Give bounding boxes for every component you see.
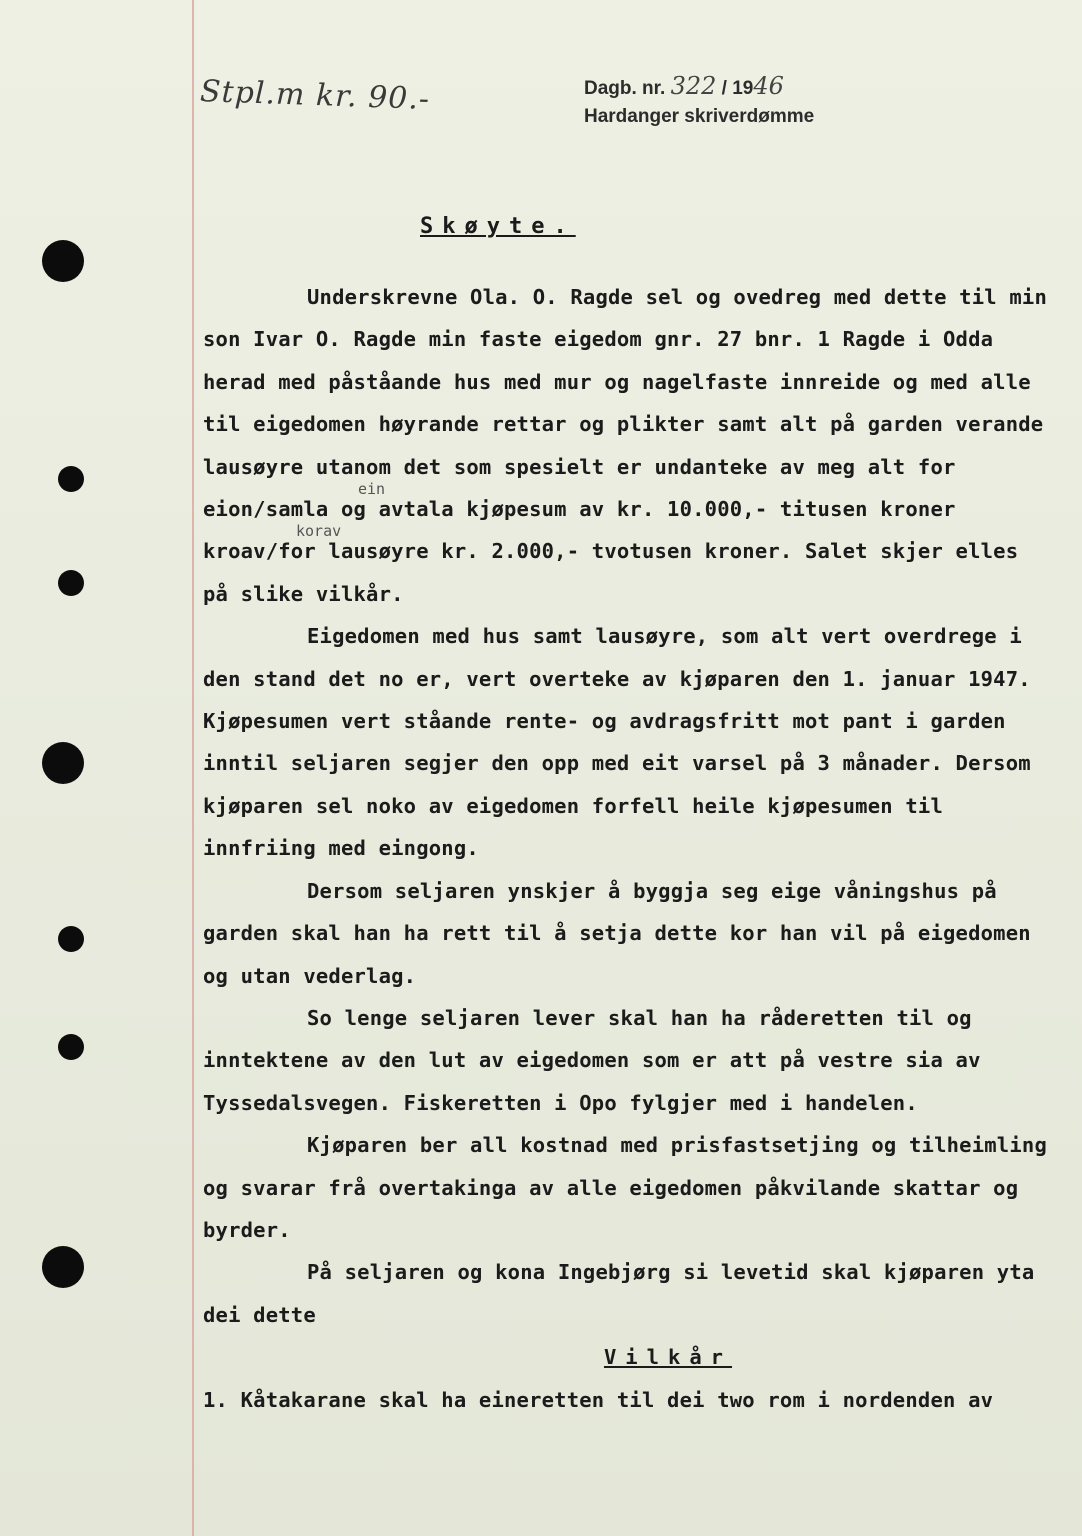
document-title: Skøyte. [420, 214, 576, 239]
registry-office: Hardanger skriverdømme [584, 106, 815, 127]
document-body [203, 276, 1053, 1421]
registry-year: 46 [753, 72, 784, 100]
registry-number-line [584, 72, 814, 103]
stamp-duty-note: Stpl.m kr. 90.- [199, 73, 431, 118]
paragraph-lifetime: På seljaren og kona Ingebjørg si levetid skal kjøparen yta dei dette [203, 1260, 1035, 1327]
paragraph-house-right: Dersom seljaren ynskjer å byggja seg eige våningshus på garden skal han ha rett til å setja dette kor han vil på eigedomen og utan vederlag. [203, 878, 1031, 988]
punch-hole [58, 1034, 84, 1060]
paragraph-takeover: Eigedomen med hus samt lausøyre, som alt vert overdrege i den stand det no er, vert overteke av kjøparen den 1. januar 1947. Kjøpesumen vert ståande rente- og avdragsfritt mot pant i garden inntil seljaren segjer den opp med eit varsel på 3 månader. Dersom kjøparen sel noko av eigedomen forfell heile kjøpesumen til innfriing med eingong. [203, 624, 1031, 861]
registry-stamp [584, 72, 814, 131]
registry-number: 322 [670, 72, 717, 100]
punch-hole [58, 926, 84, 952]
punch-hole [58, 570, 84, 596]
punch-hole [42, 1246, 84, 1288]
conditions-heading: Vilkår [603, 1345, 733, 1370]
paragraph-usufruct: So lenge seljaren lever skal han ha råderetten til og inntektene av den lut av eigedomen som er att på vestre sia av Tyssedalsvegen. Fiskeretten i Opo fylgjer med i handelen. [203, 1005, 981, 1115]
margin-rule [192, 0, 194, 1536]
condition-item: 1. Kåtakarane skal ha eineretten til dei two rom i nordenden av [203, 1387, 994, 1412]
correction-ein: ein [358, 480, 386, 498]
punch-hole [42, 742, 84, 784]
correction-korav: korav [296, 522, 342, 540]
paragraph-transfer: Underskrevne Ola. O. Ragde sel og ovedreg med dette til min son Ivar O. Ragde min faste eigedom gnr. 27 bnr. 1 Ragde i Odda herad med påståande hus med mur og nagelfaste innreide og med alle til eigedomen høyrande rettar og plikter samt alt på garden verande lausøyre utanom det som spesielt er undanteke av meg alt for eion/samla og avtala kjøpesum av kr. 10.000,- titusen kroner kroav/for lausøyre kr. 2.000,- tvotusen kroner. Salet skjer elles på slike vilkår. [203, 285, 1047, 606]
punch-hole [58, 466, 84, 492]
paragraph-costs: Kjøparen ber all kostnad med prisfastsetjing og tilheimling og svarar frå overtakinga av alle eigedomen påkvilande skattar og byrder. [203, 1133, 1047, 1242]
punch-hole [42, 240, 84, 282]
registry-year-sep: / 19 [721, 78, 754, 99]
registry-prefix: Dagb. nr. [584, 78, 666, 99]
